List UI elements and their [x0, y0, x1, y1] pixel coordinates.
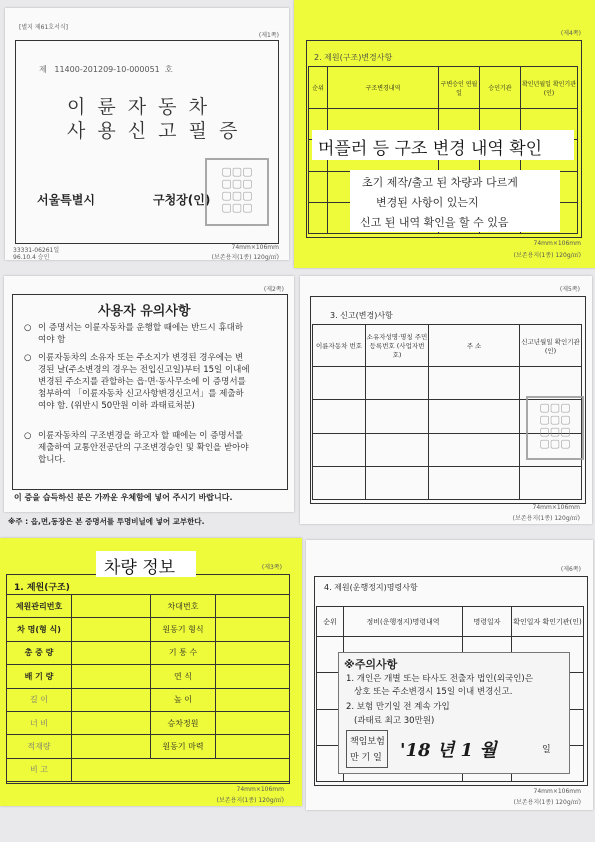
paper-spec: 74mm×106mm	[532, 504, 580, 511]
vehicle-spec-table	[6, 594, 290, 782]
bullet-circle-icon: ○	[24, 353, 32, 363]
page-number: (제4쪽)	[560, 30, 581, 37]
vehicle-spec-page	[0, 538, 302, 806]
page-number: (제2쪽)	[263, 286, 284, 293]
spec-label: 비 고	[7, 758, 72, 781]
notice-item-text: 이륜자동차의 구조변경을 하고자 할 때에는 이 증명서를 제출하여 교통안전공단의 구조변경승인 및 확인을 받아야 합니다.	[38, 431, 249, 465]
cert-title-line2: 사 용 신 고 필 증	[67, 120, 241, 142]
paper-spec: 74mm×106mm	[231, 244, 279, 251]
col-header: 구조변경내역	[328, 67, 439, 109]
col-header: 신고년월일 확인기관(인)	[520, 325, 582, 367]
page-number: (제6쪽)	[560, 566, 581, 573]
official-seal-icon: ▢▢▢ ▢▢▢ ▢▢▢ ▢▢▢	[205, 158, 269, 226]
spec-label: 원동기 마력	[151, 735, 216, 758]
col-header: 정비(운행정지)명령내역	[344, 607, 463, 637]
page-number: (제1쪽)	[258, 32, 279, 39]
spec-label: 길 이	[7, 688, 72, 711]
notice-line-2: 2. 보험 만기일 전 계속 가입	[346, 702, 450, 712]
form-code: 33331-06261일	[13, 247, 60, 254]
notice-line-1b: 상호 또는 주소변경시 15일 이내 변경신고.	[354, 687, 513, 697]
cert-number-suffix: 호	[164, 65, 173, 74]
spec-value	[216, 595, 290, 618]
notice-item-text: 이륜자동차의 소유자 또는 주소지가 변경된 경우에는 변경된 날(주소변경의 경우는 전입신고일)부터 15일 이내에 변경된 주소지를 관할하는 읍·면·동사무소에 이 증명서를 첨부하여 「이륜자동차 신고사항변경신고서」를 제출하여야 함. (위반시 50만원 이하 과태료처분)	[38, 353, 250, 411]
insurance-day-suffix: 일	[542, 745, 551, 755]
col-header: 순위	[309, 67, 328, 109]
notice-line-1: 1. 개인은 개별 또는 타사도 전출자 법인(외국인)은	[346, 674, 533, 684]
col-header: 순위	[317, 607, 344, 637]
page-number: (제5쪽)	[559, 286, 580, 293]
form-date: 96.10.4 승인	[13, 254, 50, 261]
form-label: [별지 제61호서식]	[19, 24, 68, 31]
paper-note: (보존용지(1종) 120g/㎡)	[216, 797, 284, 804]
col-header: 명령일자	[463, 607, 512, 637]
col-header: 확인일자 확인기관(인)	[512, 607, 584, 637]
insurance-label-1: 책임보험	[350, 737, 385, 747]
spec-label: 승차정원	[151, 711, 216, 734]
official-seal-icon: ▢▢▢ ▢▢▢ ▢▢▢ ▢▢▢	[526, 396, 584, 460]
insurance-label-2: 만 기 일	[350, 753, 382, 763]
cert-number: 11400-201209-10-000051	[54, 65, 160, 74]
spec-label: 배 기 량	[7, 665, 72, 688]
spec-label: 적재량	[7, 735, 72, 758]
cert-number-prefix: 제	[39, 65, 47, 74]
paper-spec: 74mm×106mm	[533, 788, 581, 795]
paper-spec: 74mm×106mm	[236, 786, 284, 793]
notice-item-2	[24, 352, 250, 412]
col-header: 소유자성명·명칭 주민등록번호 (사업자번호)	[366, 325, 429, 367]
spec-label: 연 식	[151, 665, 216, 688]
issuer-city: 서울특별시	[37, 193, 95, 207]
spec-value	[72, 618, 151, 641]
cert-number-row	[39, 64, 173, 75]
spec-value	[216, 665, 290, 688]
spec-value	[72, 665, 151, 688]
section-title: 4. 제원(운행정지)명령사항	[324, 583, 418, 592]
spec-label: 제원관리번호	[7, 595, 72, 618]
paper-spec: 74mm×106mm	[533, 240, 581, 247]
notice-item-1	[24, 322, 250, 346]
paper-note: (보존용지(1종) 120g/㎡)	[512, 515, 580, 522]
paper-note: (보존용지(1종) 120g/㎡)	[513, 799, 581, 806]
certificate-cover-page	[5, 8, 289, 260]
bullet-circle-icon: ○	[24, 323, 32, 333]
spec-label: 차대번호	[151, 595, 216, 618]
spec-value	[216, 735, 290, 758]
spec-value	[72, 735, 151, 758]
spec-value	[216, 688, 290, 711]
col-header: 이륜자동차 번호	[313, 325, 366, 367]
paper-note: (보존용지(1종) 120g/㎡)	[211, 254, 279, 261]
order-history-page	[306, 540, 593, 810]
spec-value	[216, 711, 290, 734]
issuer-office: 구청장(인)	[153, 193, 211, 207]
notice-heading: 사용자 유의사항	[98, 304, 191, 319]
col-header: 승인기관	[480, 67, 521, 109]
section-title: 1. 제원(구조)	[14, 583, 70, 593]
page-number: (제3쪽)	[261, 564, 282, 571]
spec-label: 총 중 량	[7, 641, 72, 664]
notice-title: ※주의사항	[344, 658, 398, 671]
notice-item-3	[24, 430, 250, 466]
spec-value	[72, 711, 151, 734]
spec-value	[72, 641, 151, 664]
spec-label: 너 비	[7, 711, 72, 734]
annotation-vehicle-info-title: 차량 정보	[104, 558, 176, 578]
col-header: 확인년월일 확인기관(인)	[521, 67, 578, 109]
annotation-structure-line3: 신고 된 내역 확인을 할 수 있음	[360, 216, 509, 229]
section-title: 2. 제원(구조)변경사항	[314, 53, 393, 62]
spec-value	[72, 688, 151, 711]
spec-label: 기 통 수	[151, 641, 216, 664]
col-header: 구변승인 연월일	[439, 67, 480, 109]
spec-label: 차 명(형 식)	[7, 618, 72, 641]
paper-note: (보존용지(1종) 120g/㎡)	[513, 252, 581, 259]
spec-label: 높 이	[151, 688, 216, 711]
issuance-note: ※주 : 읍,면,동장은 본 증명서를 투명비닐에 넣어 교부한다.	[8, 517, 205, 526]
col-header: 주 소	[429, 325, 520, 367]
spec-value	[216, 641, 290, 664]
annotation-structure-line1: 초기 제작/출고 된 차량과 다르게	[362, 176, 518, 189]
report-change-page	[300, 276, 592, 524]
spec-value	[216, 618, 290, 641]
annotation-structure-title-text: 머플러 등 구조 변경 내역 확인	[318, 139, 543, 159]
cert-title-line1: 이 륜 자 동 차	[67, 96, 210, 118]
annotation-structure-line2: 변경된 사항이 있는지	[376, 196, 479, 209]
spec-value	[72, 758, 290, 781]
found-card-footer: 이 증을 습득하신 분은 가까운 우체함에 넣어 주시기 바랍니다.	[14, 493, 233, 502]
section-title: 3. 신고(변경)사항	[330, 311, 393, 320]
notice-line-2b: (과태료 최고 30만원)	[354, 716, 435, 726]
insurance-expiry-handwritten: '18 년 1 월	[400, 740, 497, 761]
bullet-circle-icon: ○	[24, 431, 32, 441]
notice-item-text: 이 증명서는 이륜자동차를 운행할 때에는 반드시 휴대하여야 함	[38, 323, 244, 345]
user-notice-page	[4, 276, 294, 512]
spec-value	[72, 595, 151, 618]
spec-label: 원동기 형식	[151, 618, 216, 641]
